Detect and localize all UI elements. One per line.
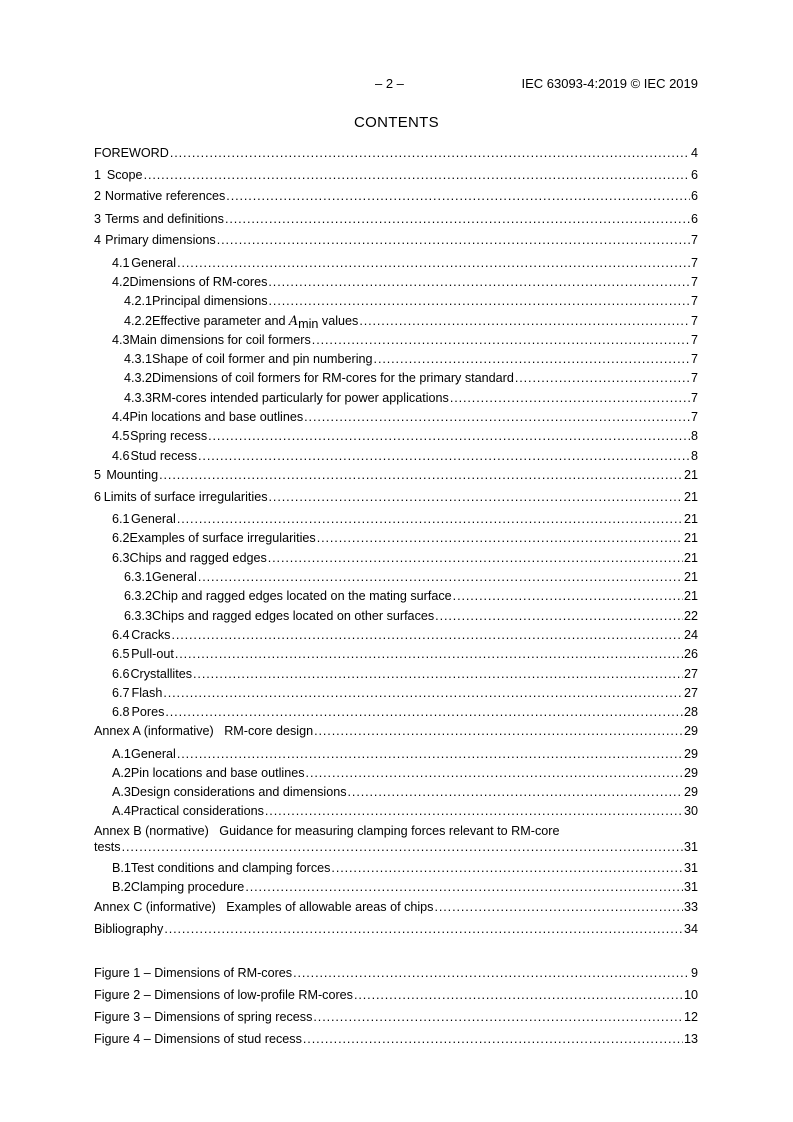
toc-entry[interactable]: 4.2.1 Principal dimensions ..... 7 xyxy=(94,293,698,309)
annex-b-heading: Annex B (normative) Guidance for measuring clamping forces relevant to RM-core xyxy=(94,824,560,838)
toc-entry[interactable]: A.1 General ..... 29 xyxy=(94,746,698,762)
toc-entry[interactable]: 6.5 Pull-out ..... 26 xyxy=(94,646,698,662)
toc-entry[interactable]: 6.3.2 Chip and ragged edges located on the mating surface ..... 21 xyxy=(94,588,698,604)
toc-entry[interactable]: 1 Scope ..... 6 xyxy=(94,167,698,183)
toc-entry[interactable]: 6.3.1 General ..... 21 xyxy=(94,569,698,585)
toc-entry[interactable]: 3 Terms and definitions ..... 6 xyxy=(94,211,698,227)
toc-entry[interactable]: 6 Limits of surface irregularities ..... 21 xyxy=(94,489,698,505)
toc-entry[interactable]: 6.8 Pores ..... 28 xyxy=(94,704,698,720)
toc-entry[interactable]: Annex A (informative) RM-core design ..... 29 xyxy=(94,723,698,739)
standard-reference: IEC 63093-4:2019 © IEC 2019 xyxy=(521,76,698,91)
toc-entry[interactable]: 4 Primary dimensions ..... 7 xyxy=(94,232,698,248)
toc-entry[interactable]: 4.1 General ..... 7 xyxy=(94,255,698,271)
toc-entry[interactable]: Bibliography ..... 34 xyxy=(94,921,698,937)
toc-entry[interactable]: 4.2.2 Effective parameter and Amin values ..... 7 xyxy=(94,313,698,329)
page-title: CONTENTS xyxy=(354,114,439,131)
toc-entry[interactable]: 4.5 Spring recess ..... 8 xyxy=(94,428,698,444)
toc-entry[interactable]: Annex C (informative) Examples of allowable areas of chips ..... 33 xyxy=(94,899,698,915)
toc-entry[interactable]: 6.1 General ..... 21 xyxy=(94,511,698,527)
toc-entry[interactable]: 4.3.3 RM-cores intended particularly for power applications ..... 7 xyxy=(94,390,698,406)
toc-entry[interactable]: 6.3 Chips and ragged edges ..... 21 xyxy=(94,550,698,566)
toc-entry[interactable]: 4.4 Pin locations and base outlines ..... 7 xyxy=(94,409,698,425)
toc-entry[interactable]: 4.2 Dimensions of RM-cores ..... 7 xyxy=(94,274,698,290)
toc-entry[interactable]: A.3 Design considerations and dimensions ..... 29 xyxy=(94,784,698,800)
toc-entry[interactable]: FOREWORD ..... 4 xyxy=(94,145,698,161)
toc-entry[interactable]: 2 Normative references ..... 6 xyxy=(94,188,698,204)
figure-entry[interactable]: Figure 4 – Dimensions of stud recess ..... 13 xyxy=(94,1031,698,1047)
toc-entry[interactable]: 4.6 Stud recess ..... 8 xyxy=(94,448,698,464)
toc-entry[interactable]: 5 Mounting ..... 21 xyxy=(94,467,698,483)
toc-entry[interactable]: 6.4 Cracks ..... 24 xyxy=(94,627,698,643)
toc-entry[interactable]: 4.3 Main dimensions for coil formers ..... 7 xyxy=(94,332,698,348)
toc-entry[interactable]: 4.3.2 Dimensions of coil formers for RM-cores for the primary standard ..... 7 xyxy=(94,370,698,386)
figure-entry[interactable]: Figure 1 – Dimensions of RM-cores ..... 9 xyxy=(94,965,698,981)
amin-symbol: A xyxy=(289,313,299,328)
figure-entry[interactable]: Figure 3 – Dimensions of spring recess ..... 12 xyxy=(94,1009,698,1025)
page-number: – 2 – xyxy=(375,76,404,91)
toc-entry[interactable]: 6.6 Crystallites ..... 27 xyxy=(94,666,698,682)
figure-entry[interactable]: Figure 2 – Dimensions of low-profile RM-cores ..... 10 xyxy=(94,987,698,1003)
toc-entry[interactable]: tests ..... 31 xyxy=(94,839,698,855)
toc-entry[interactable]: B.1 Test conditions and clamping forces ..... 31 xyxy=(94,860,698,876)
toc-entry[interactable]: 6.7 Flash ..... 27 xyxy=(94,685,698,701)
toc-entry[interactable]: B.2 Clamping procedure ..... 31 xyxy=(94,879,698,895)
toc-entry[interactable]: 4.3.1 Shape of coil former and pin numbering ..... 7 xyxy=(94,351,698,367)
toc-entry[interactable]: A.2 Pin locations and base outlines ..... 29 xyxy=(94,765,698,781)
toc-entry[interactable]: 6.3.3 Chips and ragged edges located on other surfaces ..... 22 xyxy=(94,608,698,624)
toc-entry[interactable]: 6.2 Examples of surface irregularities ..... 21 xyxy=(94,530,698,546)
toc-entry[interactable]: A.4 Practical considerations ..... 30 xyxy=(94,803,698,819)
page-header xyxy=(0,76,793,92)
